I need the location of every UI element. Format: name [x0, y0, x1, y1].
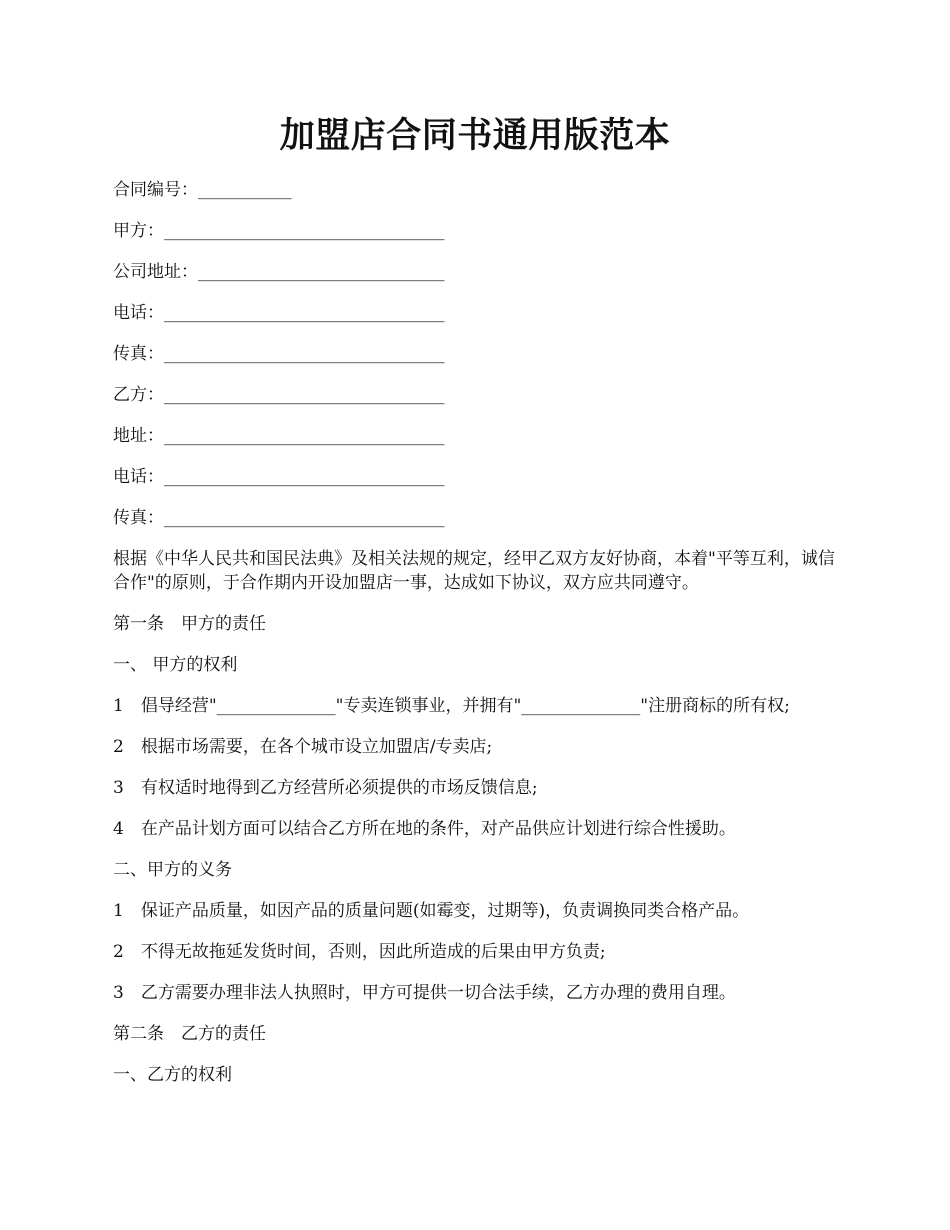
article-1-heading: 第一条 甲方的责任	[113, 614, 266, 634]
party-a-fax-field: 传真：_________________________________	[113, 344, 445, 364]
party-b-field: 乙方：_________________________________	[113, 385, 445, 405]
party-a-phone-field: 电话：_________________________________	[113, 303, 445, 323]
article-2-rights-heading: 一、乙方的权利	[113, 1065, 232, 1085]
document-body	[113, 178, 838, 1104]
article-1-duty-item: 1 保证产品质量，如因产品的质量问题(如霉变，过期等)，负责调换同类合格产品。	[113, 901, 750, 921]
party-b-phone-field: 电话：_________________________________	[113, 467, 445, 487]
party-a-field: 甲方：_________________________________	[113, 221, 445, 241]
article-2-heading: 第二条 乙方的责任	[113, 1024, 266, 1044]
article-1-rights-heading: 一、 甲方的权利	[113, 655, 238, 675]
company-address-field: 公司地址：_____________________________	[113, 262, 445, 282]
article-1-right-item: 2 根据市场需要，在各个城市设立加盟店/专卖店;	[113, 737, 493, 757]
party-b-fax-field: 传真：_________________________________	[113, 508, 445, 528]
article-1-right-item: 1 倡导经营"______________"专卖连锁事业，并拥有"______________"注册商标的所有权;	[113, 696, 790, 716]
article-1-right-item: 4 在产品计划方面可以结合乙方所在地的条件，对产品供应计划进行综合性援助。	[113, 819, 736, 839]
article-1-duties-heading: 二、甲方的义务	[113, 860, 232, 880]
intro-paragraph: 根据《中华人民共和国民法典》及相关法规的规定，经甲乙双方友好协商，本着"平等互利，诚信合作"的原则，于合作期内开设加盟店一事，达成如下协议，双方应共同遵守。	[113, 549, 835, 593]
article-1-duty-item: 2 不得无故拖延发货时间，否则，因此所造成的后果由甲方负责;	[113, 942, 606, 962]
document-title: 加盟店合同书通用版范本	[279, 115, 671, 156]
article-1-duty-item: 3 乙方需要办理非法人执照时，甲方可提供一切合法手续，乙方办理的费用自理。	[113, 983, 736, 1003]
article-1-right-item: 3 有权适时地得到乙方经营所必须提供的市场反馈信息;	[113, 778, 538, 798]
contract-number-field: 合同编号：___________	[113, 180, 292, 200]
party-b-address-field: 地址：_________________________________	[113, 426, 445, 446]
